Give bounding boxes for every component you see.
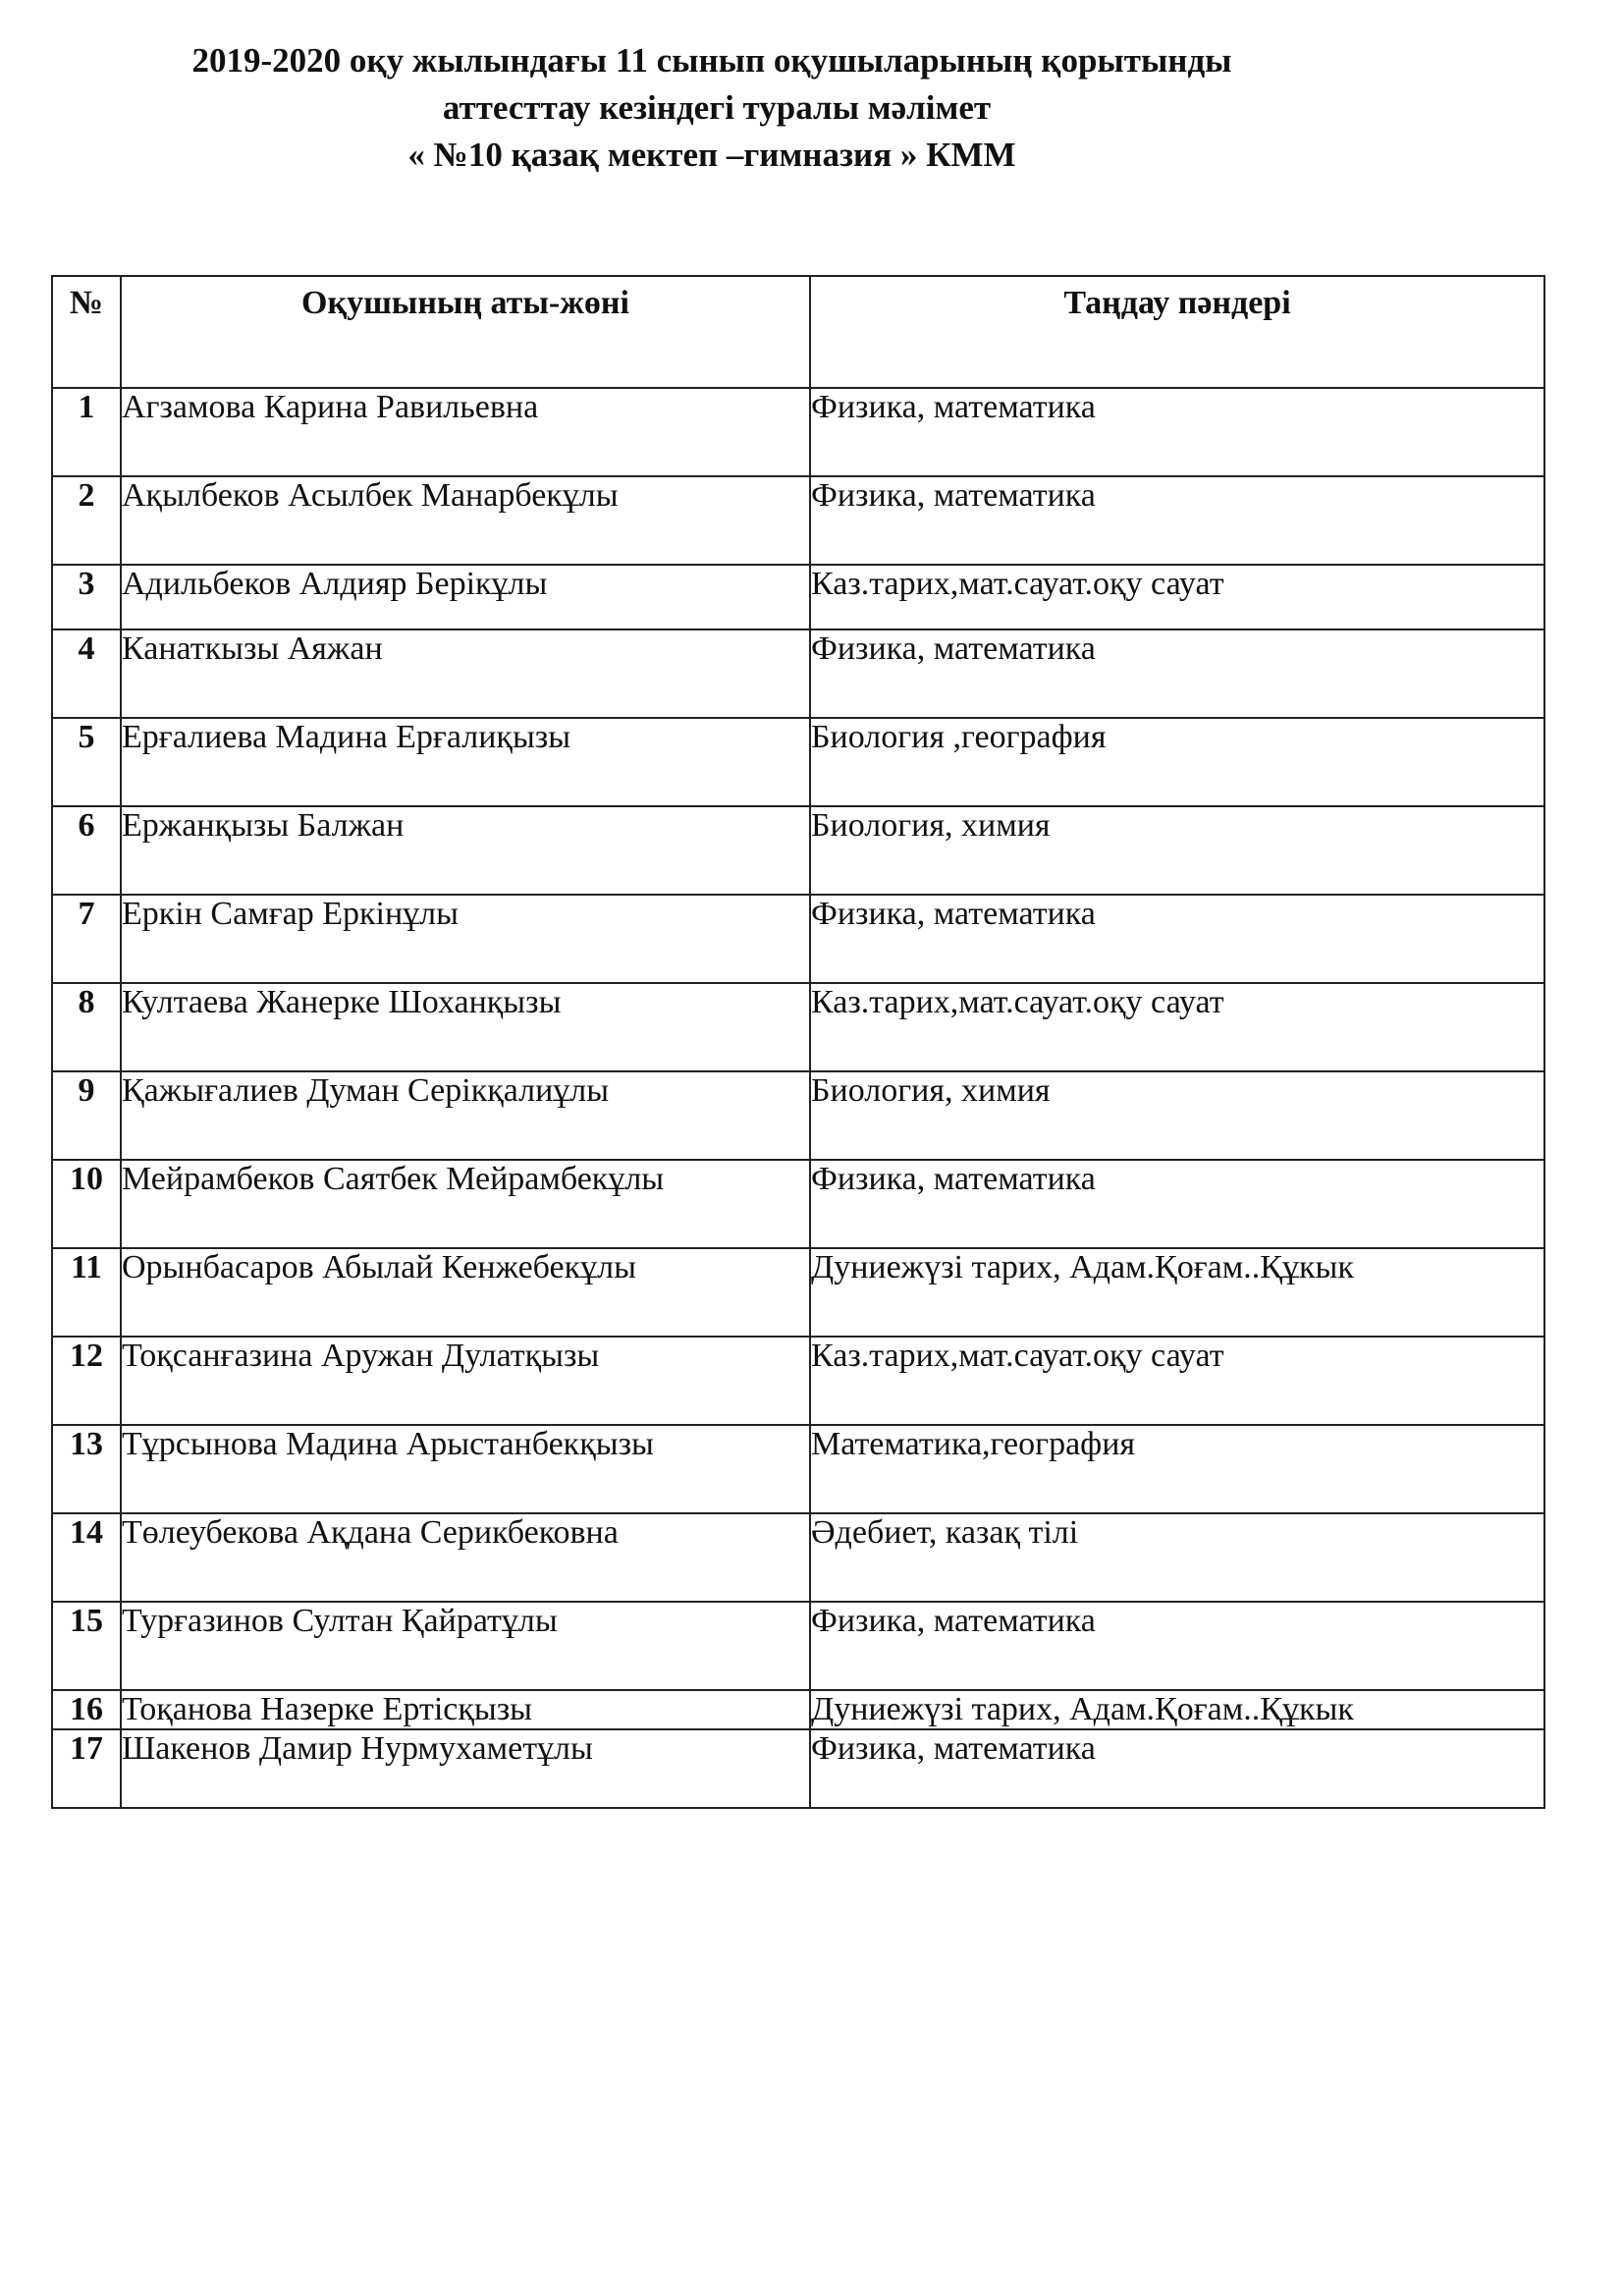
title-line-1: 2019-2020 оқу жылындағы 11 сынып оқушыларының қорытынды: [191, 41, 1232, 80]
title-line-2: аттесттау кезіндегі туралы мәлімет: [442, 88, 992, 127]
student-name: Тоқсанғазина Аружан Дулатқызы: [121, 1337, 810, 1425]
table-header-row: [52, 276, 1544, 388]
table-row: [52, 1160, 1544, 1248]
student-subjects: Биология ,география: [810, 718, 1544, 806]
student-subjects: Дуниежүзі тарих, Адам.Қоғам..Құкык: [810, 1248, 1544, 1337]
row-number: 10: [52, 1160, 121, 1248]
row-number: 14: [52, 1513, 121, 1602]
row-number: 3: [52, 565, 121, 629]
table-row: [52, 983, 1544, 1071]
row-number: 2: [52, 476, 121, 565]
table-row: [52, 1513, 1544, 1602]
table-row: [52, 1602, 1544, 1690]
student-subjects: Физика, математика: [810, 388, 1544, 476]
student-name: Орынбасаров Абылай Кенжебекұлы: [121, 1248, 810, 1337]
student-name: Тұрсынова Мадина Арыстанбекқызы: [121, 1425, 810, 1513]
student-name: Шакенов Дамир Нурмухаметұлы: [121, 1729, 810, 1808]
students-table: [51, 275, 1545, 1809]
student-subjects: Каз.тарих,мат.сауат.оқу сауат: [810, 565, 1544, 629]
table-row: [52, 1425, 1544, 1513]
student-subjects: Каз.тарих,мат.сауат.оқу сауат: [810, 983, 1544, 1071]
student-name: Ержанқызы Балжан: [121, 806, 810, 895]
student-name: Еркін Самғар Еркінұлы: [121, 895, 810, 983]
student-name: Тоқанова Назерке Ертісқызы: [121, 1690, 810, 1729]
student-name: Қажығалиев Думан Серікқалиұлы: [121, 1071, 810, 1160]
table-row: [52, 1690, 1544, 1729]
title-line-3: « №10 қазақ мектеп –гимназия » КММ: [407, 136, 1016, 174]
row-number: 9: [52, 1071, 121, 1160]
student-subjects: Физика, математика: [810, 1602, 1544, 1690]
row-number: 5: [52, 718, 121, 806]
table-row: [52, 629, 1544, 718]
row-number: 17: [52, 1729, 121, 1808]
header-number: №: [52, 276, 121, 388]
table-row: [52, 565, 1544, 629]
row-number: 6: [52, 806, 121, 895]
student-name: Култаева Жанерке Шоханқызы: [121, 983, 810, 1071]
table-row: [52, 718, 1544, 806]
student-name: Ерғалиева Мадина Ерғалиқызы: [121, 718, 810, 806]
row-number: 15: [52, 1602, 121, 1690]
row-number: 11: [52, 1248, 121, 1337]
row-number: 1: [52, 388, 121, 476]
student-subjects: Биология, химия: [810, 1071, 1544, 1160]
table-row: [52, 1071, 1544, 1160]
student-subjects: Математика,география: [810, 1425, 1544, 1513]
row-number: 7: [52, 895, 121, 983]
student-subjects: Физика, математика: [810, 629, 1544, 718]
table-row: [52, 895, 1544, 983]
student-name: Төлеубекова Ақдана Серикбековна: [121, 1513, 810, 1602]
table-row: [52, 1337, 1544, 1425]
table-row: [52, 388, 1544, 476]
table-row: [52, 1729, 1544, 1808]
student-subjects: Физика, математика: [810, 476, 1544, 565]
header-name: Оқушының аты-жөні: [121, 276, 810, 388]
row-number: 16: [52, 1690, 121, 1729]
student-name: Турғазинов Султан Қайратұлы: [121, 1602, 810, 1690]
student-subjects: Әдебиет, казақ тілі: [810, 1513, 1544, 1602]
student-subjects: Физика, математика: [810, 1729, 1544, 1808]
table-row: [52, 476, 1544, 565]
student-name: Ақылбеков Асылбек Манарбекұлы: [121, 476, 810, 565]
table-row: [52, 806, 1544, 895]
student-subjects: Физика, математика: [810, 1160, 1544, 1248]
table-row: [52, 1248, 1544, 1337]
row-number: 4: [52, 629, 121, 718]
row-number: 8: [52, 983, 121, 1071]
student-subjects: Дуниежүзі тарих, Адам.Қоғам..Құкык: [810, 1690, 1544, 1729]
student-subjects: Биология, химия: [810, 806, 1544, 895]
student-subjects: Физика, математика: [810, 895, 1544, 983]
row-number: 12: [52, 1337, 121, 1425]
student-name: Адильбеков Алдияр Берікұлы: [121, 565, 810, 629]
header-subjects: Таңдау пәндері: [810, 276, 1544, 388]
student-name: Агзамова Карина Равильевна: [121, 388, 810, 476]
student-name: Мейрамбеков Саятбек Мейрамбекұлы: [121, 1160, 810, 1248]
document-title: [118, 37, 1394, 179]
student-name: Канаткызы Аяжан: [121, 629, 810, 718]
student-subjects: Каз.тарих,мат.сауат.оқу сауат: [810, 1337, 1544, 1425]
row-number: 13: [52, 1425, 121, 1513]
